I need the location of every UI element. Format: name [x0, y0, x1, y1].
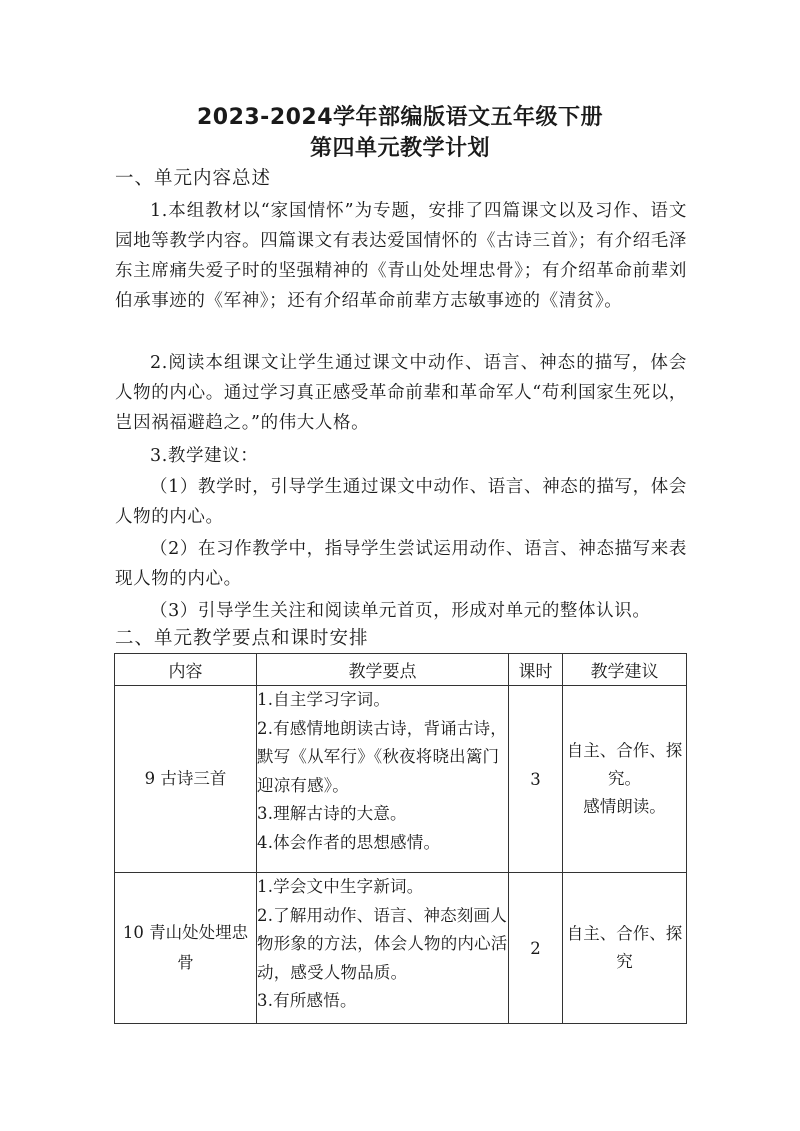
point-item: 2.有感情地朗读古诗，背诵古诗，默写《从军行》《秋夜将晓出篱门迎凉有感》。: [257, 718, 507, 795]
teaching-plan-table: [114, 653, 687, 1024]
table-row: [115, 873, 687, 1024]
point-item: 1.自主学习字词。: [257, 690, 391, 709]
paragraph-2: 2.阅读本组课文让学生通过课文中动作、语言、神态的描写，体会人物的内心。通过学习真正感受革命前辈和革命军人“苟利国家生死以，岂因祸福避趋之。”的伟大人格。: [115, 353, 687, 433]
paragraph-3: 3.教学建议：: [150, 446, 259, 466]
section-heading-overview: 一、单元内容总述: [115, 168, 272, 189]
cell-hours: 2: [509, 873, 563, 1024]
cell-points: [257, 873, 509, 1024]
section-heading-plan: 二、单元教学要点和课时安排: [115, 628, 369, 649]
point-item: 3.有所感悟。: [257, 991, 357, 1011]
header-points: 教学要点: [257, 654, 509, 686]
cell-content: 9 古诗三首: [115, 686, 257, 873]
suggestion-line: 感情朗读。: [583, 797, 666, 816]
table-row: [115, 686, 687, 873]
suggestion-line: 自主、合作、探究。: [566, 741, 683, 788]
cell-hours: 3: [509, 686, 563, 873]
paragraph-5: （2）在习作教学中，指导学生尝试运用动作、语言、神态描写来表现人物的内心。: [115, 539, 687, 589]
point-item: 2.了解用动作、语言、神态刻画人物形象的方法，体会人物的内心活动，感受人物品质。: [257, 905, 508, 982]
cell-suggestion: [563, 873, 687, 1024]
table-header-row: [115, 654, 687, 686]
header-hours: 课时: [509, 654, 563, 686]
paragraph-6: （3）引导学生关注和阅读单元首页，形成对单元的整体认识。: [150, 601, 651, 621]
header-content: 内容: [115, 654, 257, 686]
point-item: 3.理解古诗的大意。: [257, 804, 407, 824]
cell-suggestion: [563, 686, 687, 873]
paragraph-4: （1）教学时，引导学生通过课文中动作、语言、神态的描写，体会人物的内心。: [115, 477, 687, 527]
document-subtitle: 第四单元教学计划: [309, 136, 490, 161]
paragraph-1: 1.本组教材以“家国情怀”为专题，安排了四篇课文以及习作、语文园地等教学内容。四篇课文有表达爱国情怀的《古诗三首》；有介绍毛泽东主席痛失爱子时的坚强精神的《青山处处埋忠骨》；有介绍革命前辈刘伯承事迹的《军神》；还有介绍革命前辈方志敏事迹的《清贫》。: [115, 201, 687, 311]
point-item: 1.学会文中生字新词。: [257, 877, 424, 896]
cell-points: [257, 686, 509, 873]
header-suggestion: 教学建议: [563, 654, 687, 686]
document-title: 2023-2024学年部编版语文五年级下册: [196, 105, 604, 130]
cell-content: 10 青山处处埋忠骨: [115, 873, 257, 1024]
suggestion-line: 自主、合作、探究: [566, 924, 683, 971]
point-item: 4.体会作者的思想感情。: [257, 832, 441, 852]
